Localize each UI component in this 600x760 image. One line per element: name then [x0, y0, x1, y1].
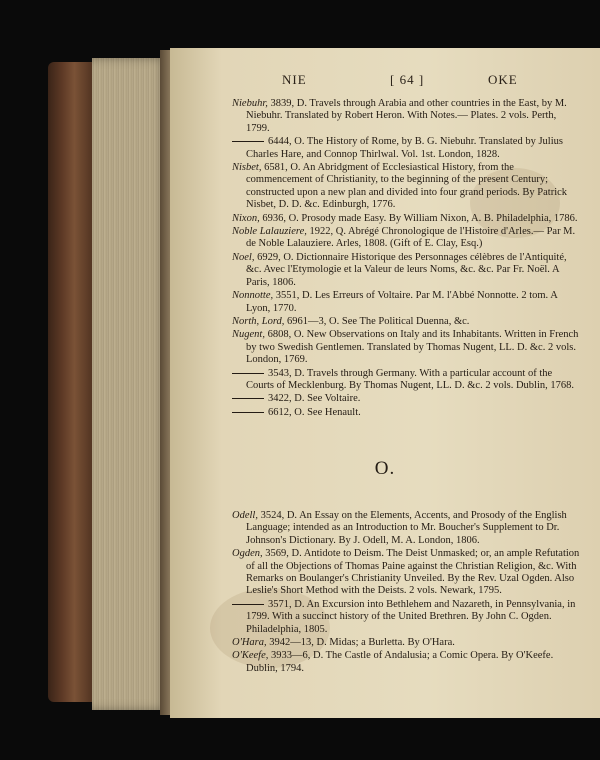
entry-author: Noel,	[232, 251, 255, 263]
entry-text: 3422, D. See Voltaire.	[268, 393, 361, 405]
catalog-entry	[232, 650, 582, 675]
catalog-entry	[232, 98, 582, 135]
entry-author: Ogden,	[232, 548, 263, 560]
ditto-dash	[232, 373, 264, 374]
entry-text: 3942—13, D. Midas; a Burletta. By O'Hara.	[266, 637, 455, 649]
catalog-entry	[232, 637, 582, 649]
catalog-entry	[232, 510, 582, 547]
ditto-dash	[232, 141, 264, 142]
catalog-entry	[232, 252, 582, 289]
entry-author: Nugent,	[232, 329, 265, 341]
running-head-left: NIE	[282, 72, 307, 87]
catalog-entry	[232, 599, 582, 636]
catalog-entry	[232, 393, 582, 405]
entry-text: 6929, O. Dictionnaire Historique des Personnages célèbres de l'Antiquité, &c. Avec l'Etymologie et la Valeur de leurs Noms, &c. &c. Par Fr. Noël. A Paris, 1806.	[246, 251, 567, 288]
catalog-entry	[232, 162, 582, 212]
catalog-entry	[232, 226, 582, 251]
catalog-entry	[232, 329, 582, 366]
entry-author: O'Hara,	[232, 637, 267, 649]
running-head-right: OKE	[488, 72, 518, 87]
entry-text: 3524, D. An Essay on the Elements, Accents, and Prosody of the English Language; intended as an Introduction to Mr. Boucher's Supplement to Dr. Johnson's Dictionary. By J. Odell, M. A. London, 1806.	[246, 510, 567, 546]
entry-text: 6444, O. The History of Rome, by B. G. Niebuhr. Translated by Julius Charles Hare, and Connop Thirlwal. Vol. 1st. London, 1828.	[246, 136, 563, 160]
ditto-dash	[232, 398, 264, 399]
entry-author: North, Lord,	[232, 315, 285, 327]
catalog-entry	[232, 407, 582, 419]
entry-text: 3933—6, D. The Castle of Andalusia; a Comic Opera. By O'Keefe. Dublin, 1794.	[246, 650, 554, 674]
catalog-entries-o	[232, 510, 582, 676]
book-page	[170, 48, 600, 718]
ditto-dash	[232, 412, 264, 413]
entry-author: Niebuhr,	[232, 98, 268, 109]
entry-text: 6936, O. Prosody made Easy. By William Nixon, A. B. Philadelphia, 1786.	[259, 212, 578, 224]
entry-text: 1922, Q. Abrégé Chronologique de l'Histoire d'Arles.— Par M. de Noble Lalauziere. Arles, 1808. (Gift of E. Clay, Esq.)	[246, 226, 576, 250]
ditto-dash	[232, 604, 264, 605]
page-number: [ 64 ]	[390, 72, 425, 87]
entry-author: Nonnotte,	[232, 290, 274, 302]
section-heading: O.	[374, 458, 396, 479]
running-head	[170, 72, 600, 90]
catalog-entry	[232, 136, 582, 161]
entry-text: 6612, O. See Henault.	[268, 406, 361, 418]
entry-text: 6581, O. An Abridgment of Ecclesiastical History, from the commencement of Christianity, to the beginning of the present Century; constructed upon a new plan and divided into four grand periods. By Patrick Nisbet, D. D. &c. Edinburgh, 1776.	[246, 162, 568, 211]
catalog-entry	[232, 213, 582, 225]
entry-author: Nixon,	[232, 212, 260, 224]
entry-text: 6961—3, O. See The Political Duenna, &c.	[284, 315, 470, 327]
entry-author: Odell,	[232, 510, 258, 521]
entry-text: 3571, D. An Excursion into Bethlehem and Nazareth, in Pennsylvania, in 1799. With a succinct history of the United Brethren. By John C. Ogden. Philadelphia, 1805.	[246, 598, 576, 635]
catalog-entries-n	[232, 98, 582, 420]
catalog-entry	[232, 290, 582, 315]
book-spine	[48, 62, 96, 702]
catalog-entry	[232, 548, 582, 598]
entry-text: 3839, D. Travels through Arabia and other countries in the East, by M. Niebuhr. Translated by Robert Heron. With Notes.— Plates. 2 vols. Perth, 1799.	[246, 98, 567, 134]
entry-author: Nisbet,	[232, 162, 262, 174]
entry-text: 3543, D. Travels through Germany. With a particular account of the Courts of Mecklenburg. By Thomas Nugent, LL. D. &c. 2 vols. Dublin, 1768.	[246, 367, 575, 391]
entry-author: Noble Lalauziere,	[232, 226, 307, 238]
catalog-entry	[232, 368, 582, 393]
entry-author: O'Keefe,	[232, 650, 269, 662]
entry-text: 3569, D. Antidote to Deism. The Deist Unmasked; or, an ample Refutation of all the Objections of Thomas Paine against the Christian Religion, &c. With Remarks on Boulanger's Christianity Unveiled. By the Rev. Uzal Ogden. Also Leslie's Short Method with the Deists. 2 vols. Newark, 1795.	[246, 548, 580, 597]
entry-text: 3551, D. Les Erreurs of Voltaire. Par M. l'Abbé Nonnotte. 2 tom. A Lyon, 1770.	[246, 290, 558, 314]
entry-text: 6808, O. New Observations on Italy and its Inhabitants. Written in French by two Swedish Gentlemen. Translated by Thomas Nugent, LL. D. &c. 2 vols. London, 1769.	[246, 329, 579, 366]
catalog-entry	[232, 316, 582, 328]
page-edges	[92, 58, 168, 710]
